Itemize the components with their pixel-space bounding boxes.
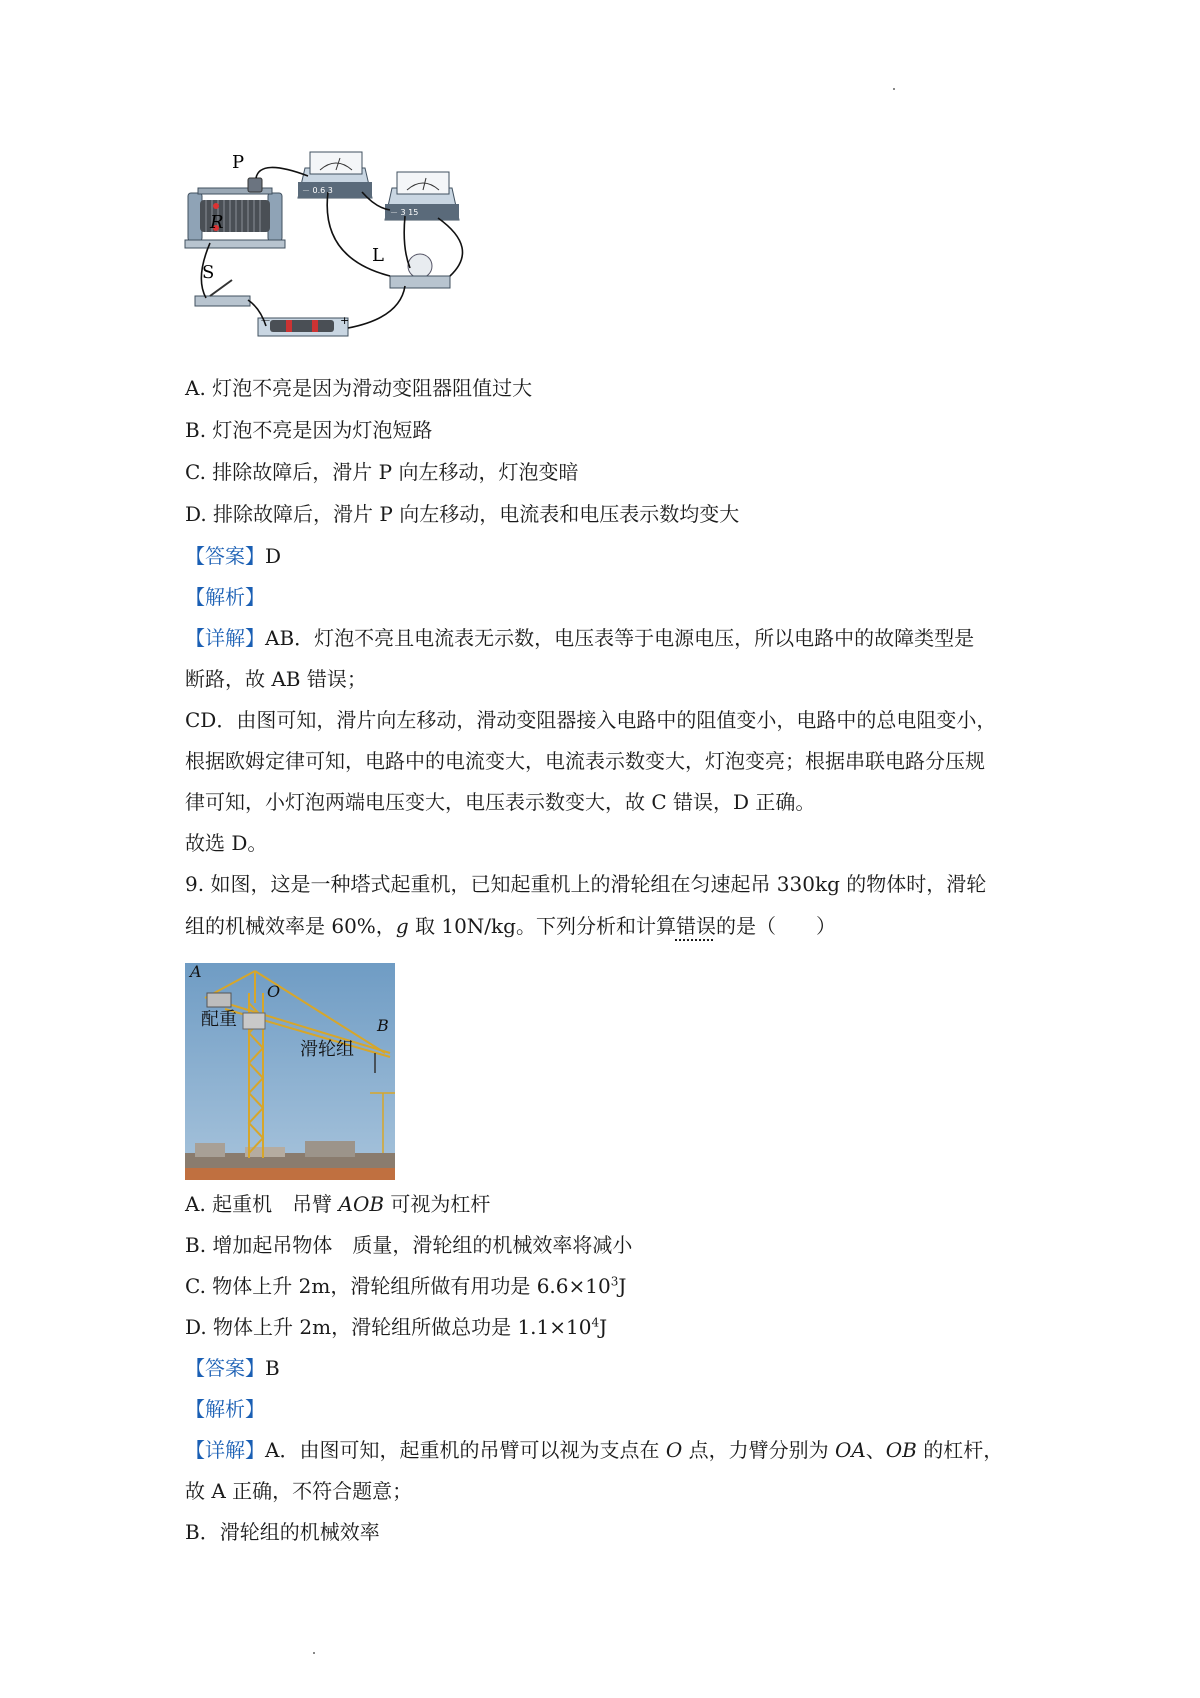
crane-label-o: O	[267, 982, 281, 1001]
q8-option-c: C. 排除故障后，滑片 P 向左移动，灯泡变暗	[185, 460, 579, 484]
label-r: R	[210, 212, 224, 233]
answer-value: D	[265, 544, 282, 568]
rheostat-icon	[185, 178, 285, 248]
q9-option-c: C. 物体上升 2m，滑轮组所做有用功是 $6.6\times 10^3J$	[185, 1274, 627, 1298]
label-p: P	[232, 152, 245, 173]
q8-detail-line1: 【详解】AB．灯泡不亮且电流表无示数，电压表等于电源电压，所以电路中的故障类型是	[185, 626, 975, 650]
scan-speck	[893, 88, 895, 90]
q9-option-a: A. 起重机 吊臂 AOB 可视为杠杆	[185, 1192, 491, 1216]
q8-option-b: B. 灯泡不亮是因为灯泡短路	[185, 418, 433, 442]
q8-option-d: D. 排除故障后，滑片 P 向左移动，电流表和电压表示数均变大	[185, 502, 740, 526]
answer-value: B	[265, 1356, 280, 1380]
q9-detail-line1: 【详解】A．由图可知，起重机的吊臂可以视为支点在 O 点，力臂分别为 OA、OB 的杠杆，	[185, 1438, 1004, 1462]
q9-stem-line2: 组的机械效率是 60%，g 取 10N/kg。下列分析和计算错误的是（ ）	[185, 914, 836, 938]
detail-bracket: 【详解】	[185, 626, 265, 650]
lightbulb-icon	[390, 254, 450, 288]
detail-bracket: 【详解】	[185, 1438, 265, 1462]
q9-answer	[185, 1354, 280, 1382]
q9-detail-line3: B．滑轮组的机械效率	[185, 1520, 380, 1544]
crane-label-a: A	[190, 963, 202, 981]
circuit-diagram	[180, 148, 580, 358]
scan-speck	[313, 1652, 315, 1654]
q9-detail-line2: 故 A 正确，不符合题意；	[185, 1479, 413, 1503]
battery-plus: +	[340, 314, 350, 327]
q8-detail-line4: 根据欧姆定律可知，电路中的电流变大，电流表示数变大，灯泡变亮；根据串联电路分压规	[185, 749, 985, 773]
crane-label-pulley: 滑轮组	[300, 1039, 354, 1060]
answer-bracket: 【答案】	[185, 1356, 265, 1380]
q8-option-a: A. 灯泡不亮是因为滑动变阻器阻值过大	[185, 376, 533, 400]
crane-label-counterweight: 配重	[201, 1009, 237, 1030]
emphasis-wrong: 错误	[675, 914, 716, 938]
q8-answer	[185, 542, 281, 570]
voltmeter-scale: － 3 15	[390, 208, 419, 217]
q9-option-b: B. 增加起吊物体 质量，滑轮组的机械效率将减小	[185, 1233, 633, 1257]
label-l: L	[372, 245, 384, 266]
q9-analysis-heading: 【解析】	[185, 1397, 265, 1421]
q9-option-d: D. 物体上升 2m，滑轮组所做总功是 $1.1\times 10^4J$	[185, 1315, 608, 1339]
q8-detail-line6: 故选 D。	[185, 831, 268, 855]
answer-bracket: 【答案】	[185, 544, 265, 568]
q8-detail-line5: 律可知，小灯泡两端电压变大，电压表示数变大，故 C 错误，D 正确。	[185, 790, 816, 814]
q8-analysis-heading: 【解析】	[185, 585, 265, 609]
q8-detail-line2: 断路，故 AB 错误；	[185, 667, 367, 691]
q9-stem-line1: 9. 如图，这是一种塔式起重机，已知起重机上的滑轮组在匀速起吊 330kg 的物体时，滑轮	[185, 872, 987, 896]
label-s: S	[202, 262, 215, 283]
battery-icon	[258, 318, 348, 336]
q8-detail-line3: CD．由图可知，滑片向左移动，滑动变阻器接入电路中的阻值变小，电路中的总电阻变小，	[185, 708, 997, 732]
ammeter-scale: － 0.6 3	[302, 186, 333, 195]
crane-photo	[185, 963, 395, 1180]
crane-label-b: B	[377, 1016, 389, 1035]
battery-minus: －	[260, 314, 271, 327]
